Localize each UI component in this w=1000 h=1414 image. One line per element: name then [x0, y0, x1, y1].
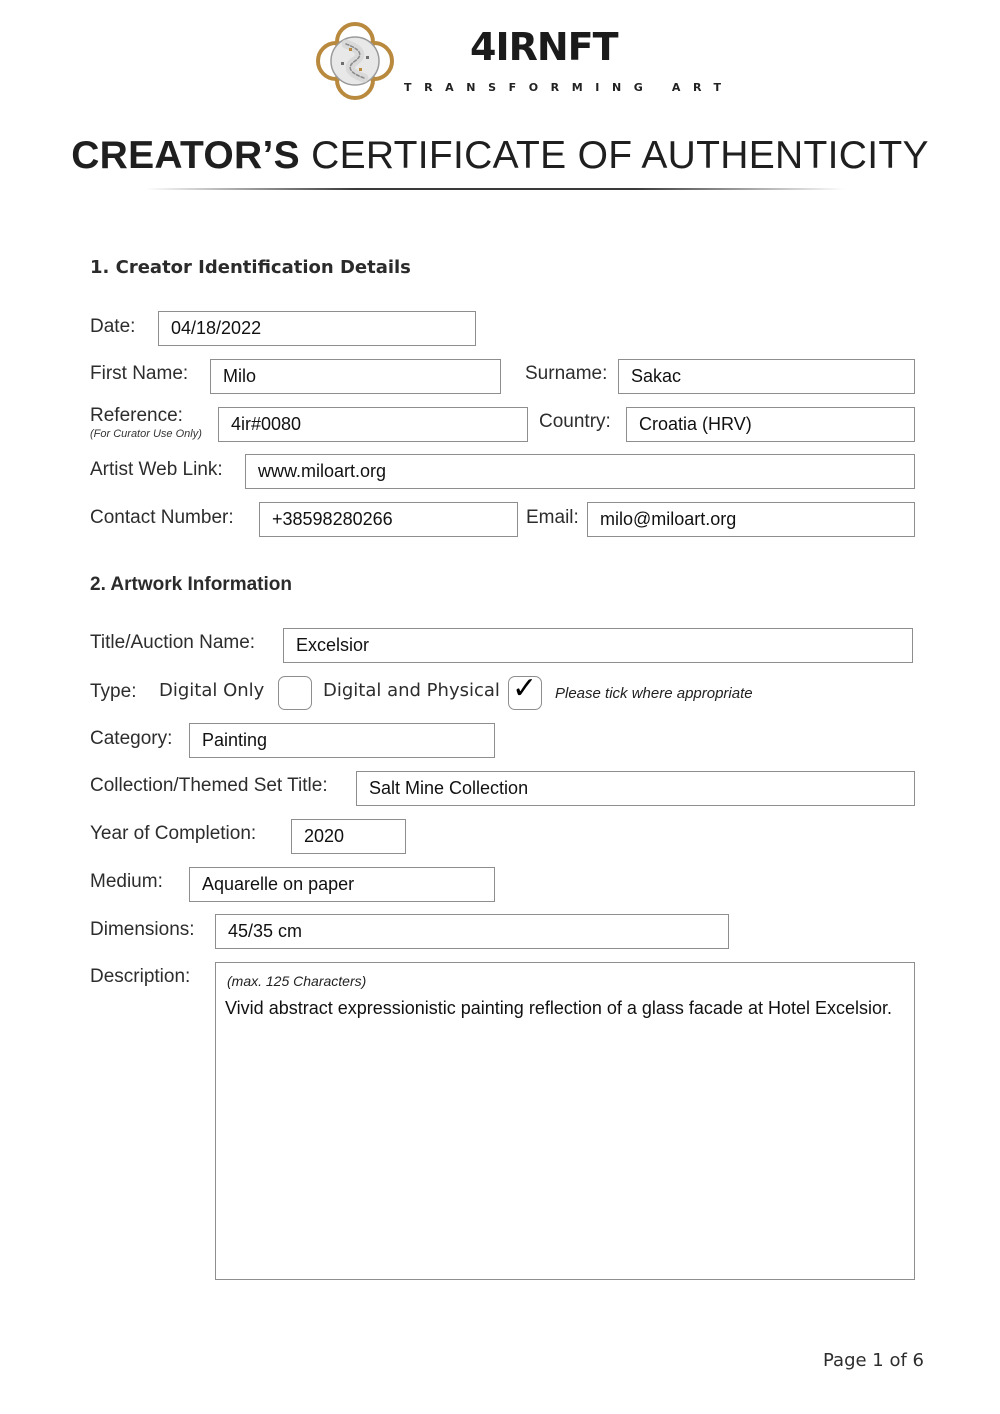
type-hint: Please tick where appropriate: [555, 685, 753, 702]
title-rest: CERTIFICATE OF AUTHENTICITY: [311, 134, 929, 177]
email-label: Email:: [526, 507, 579, 528]
year-label: Year of Completion:: [90, 823, 257, 844]
title-divider: [145, 188, 845, 190]
reference-field[interactable]: 4ir#0080: [218, 407, 528, 442]
web-link-label: Artist Web Link:: [90, 459, 223, 480]
country-field[interactable]: Croatia (HRV): [626, 407, 915, 442]
digital-physical-checkbox[interactable]: [508, 671, 542, 710]
dimensions-field[interactable]: 45/35 cm: [215, 914, 729, 949]
title-bold-part: CREATOR’S: [71, 134, 300, 177]
date-field[interactable]: 04/18/2022: [158, 311, 476, 346]
medium-label: Medium:: [90, 871, 163, 892]
type-label: Type:: [90, 681, 137, 702]
year-field[interactable]: 2020: [291, 819, 406, 854]
country-label: Country:: [539, 411, 611, 432]
first-name-field[interactable]: Milo: [210, 359, 501, 394]
email-field[interactable]: milo@miloart.org: [587, 502, 915, 537]
checkmark-icon: ✓: [512, 671, 538, 706]
digital-only-checkbox[interactable]: [278, 676, 312, 710]
type-option-digital-physical-label: Digital and Physical: [323, 680, 500, 701]
collection-field[interactable]: Salt Mine Collection: [356, 771, 915, 806]
page-title: [0, 134, 1000, 178]
date-label: Date:: [90, 316, 136, 337]
web-link-field[interactable]: www.miloart.org: [245, 454, 915, 489]
dimensions-label: Dimensions:: [90, 919, 195, 940]
first-name-label: First Name:: [90, 363, 189, 384]
description-field[interactable]: [215, 962, 915, 1280]
contact-number-field[interactable]: +38598280266: [259, 502, 518, 537]
description-note: (max. 125 Characters): [227, 973, 367, 989]
type-option-digital-only-label: Digital Only: [159, 680, 265, 701]
section-2-heading: 2. Artwork Information: [90, 574, 292, 595]
brand-name: 4IRNFT: [470, 25, 618, 69]
medium-field[interactable]: Aquarelle on paper: [189, 867, 495, 902]
page-number: Page 1 of 6: [823, 1350, 924, 1371]
surname-field[interactable]: Sakac: [618, 359, 915, 394]
title-auction-field[interactable]: Excelsior: [283, 628, 913, 663]
contact-number-label: Contact Number:: [90, 507, 234, 528]
reference-note: (For Curator Use Only): [90, 428, 202, 440]
category-label: Category:: [90, 728, 173, 749]
surname-label: Surname:: [525, 363, 608, 384]
title-auction-label: Title/Auction Name:: [90, 632, 256, 653]
section-1-heading: 1. Creator Identification Details: [90, 257, 411, 278]
brand-logo-icon: [316, 22, 394, 100]
description-label: Description:: [90, 966, 191, 987]
brand-tagline: TRANSFORMING ART: [404, 81, 734, 94]
reference-label: Reference:: [90, 405, 183, 426]
description-text: Vivid abstract expressionistic painting reflection of a glass facade at Hotel Excelsior.: [225, 998, 893, 1018]
collection-label: Collection/Themed Set Title:: [90, 775, 328, 796]
category-field[interactable]: Painting: [189, 723, 495, 758]
